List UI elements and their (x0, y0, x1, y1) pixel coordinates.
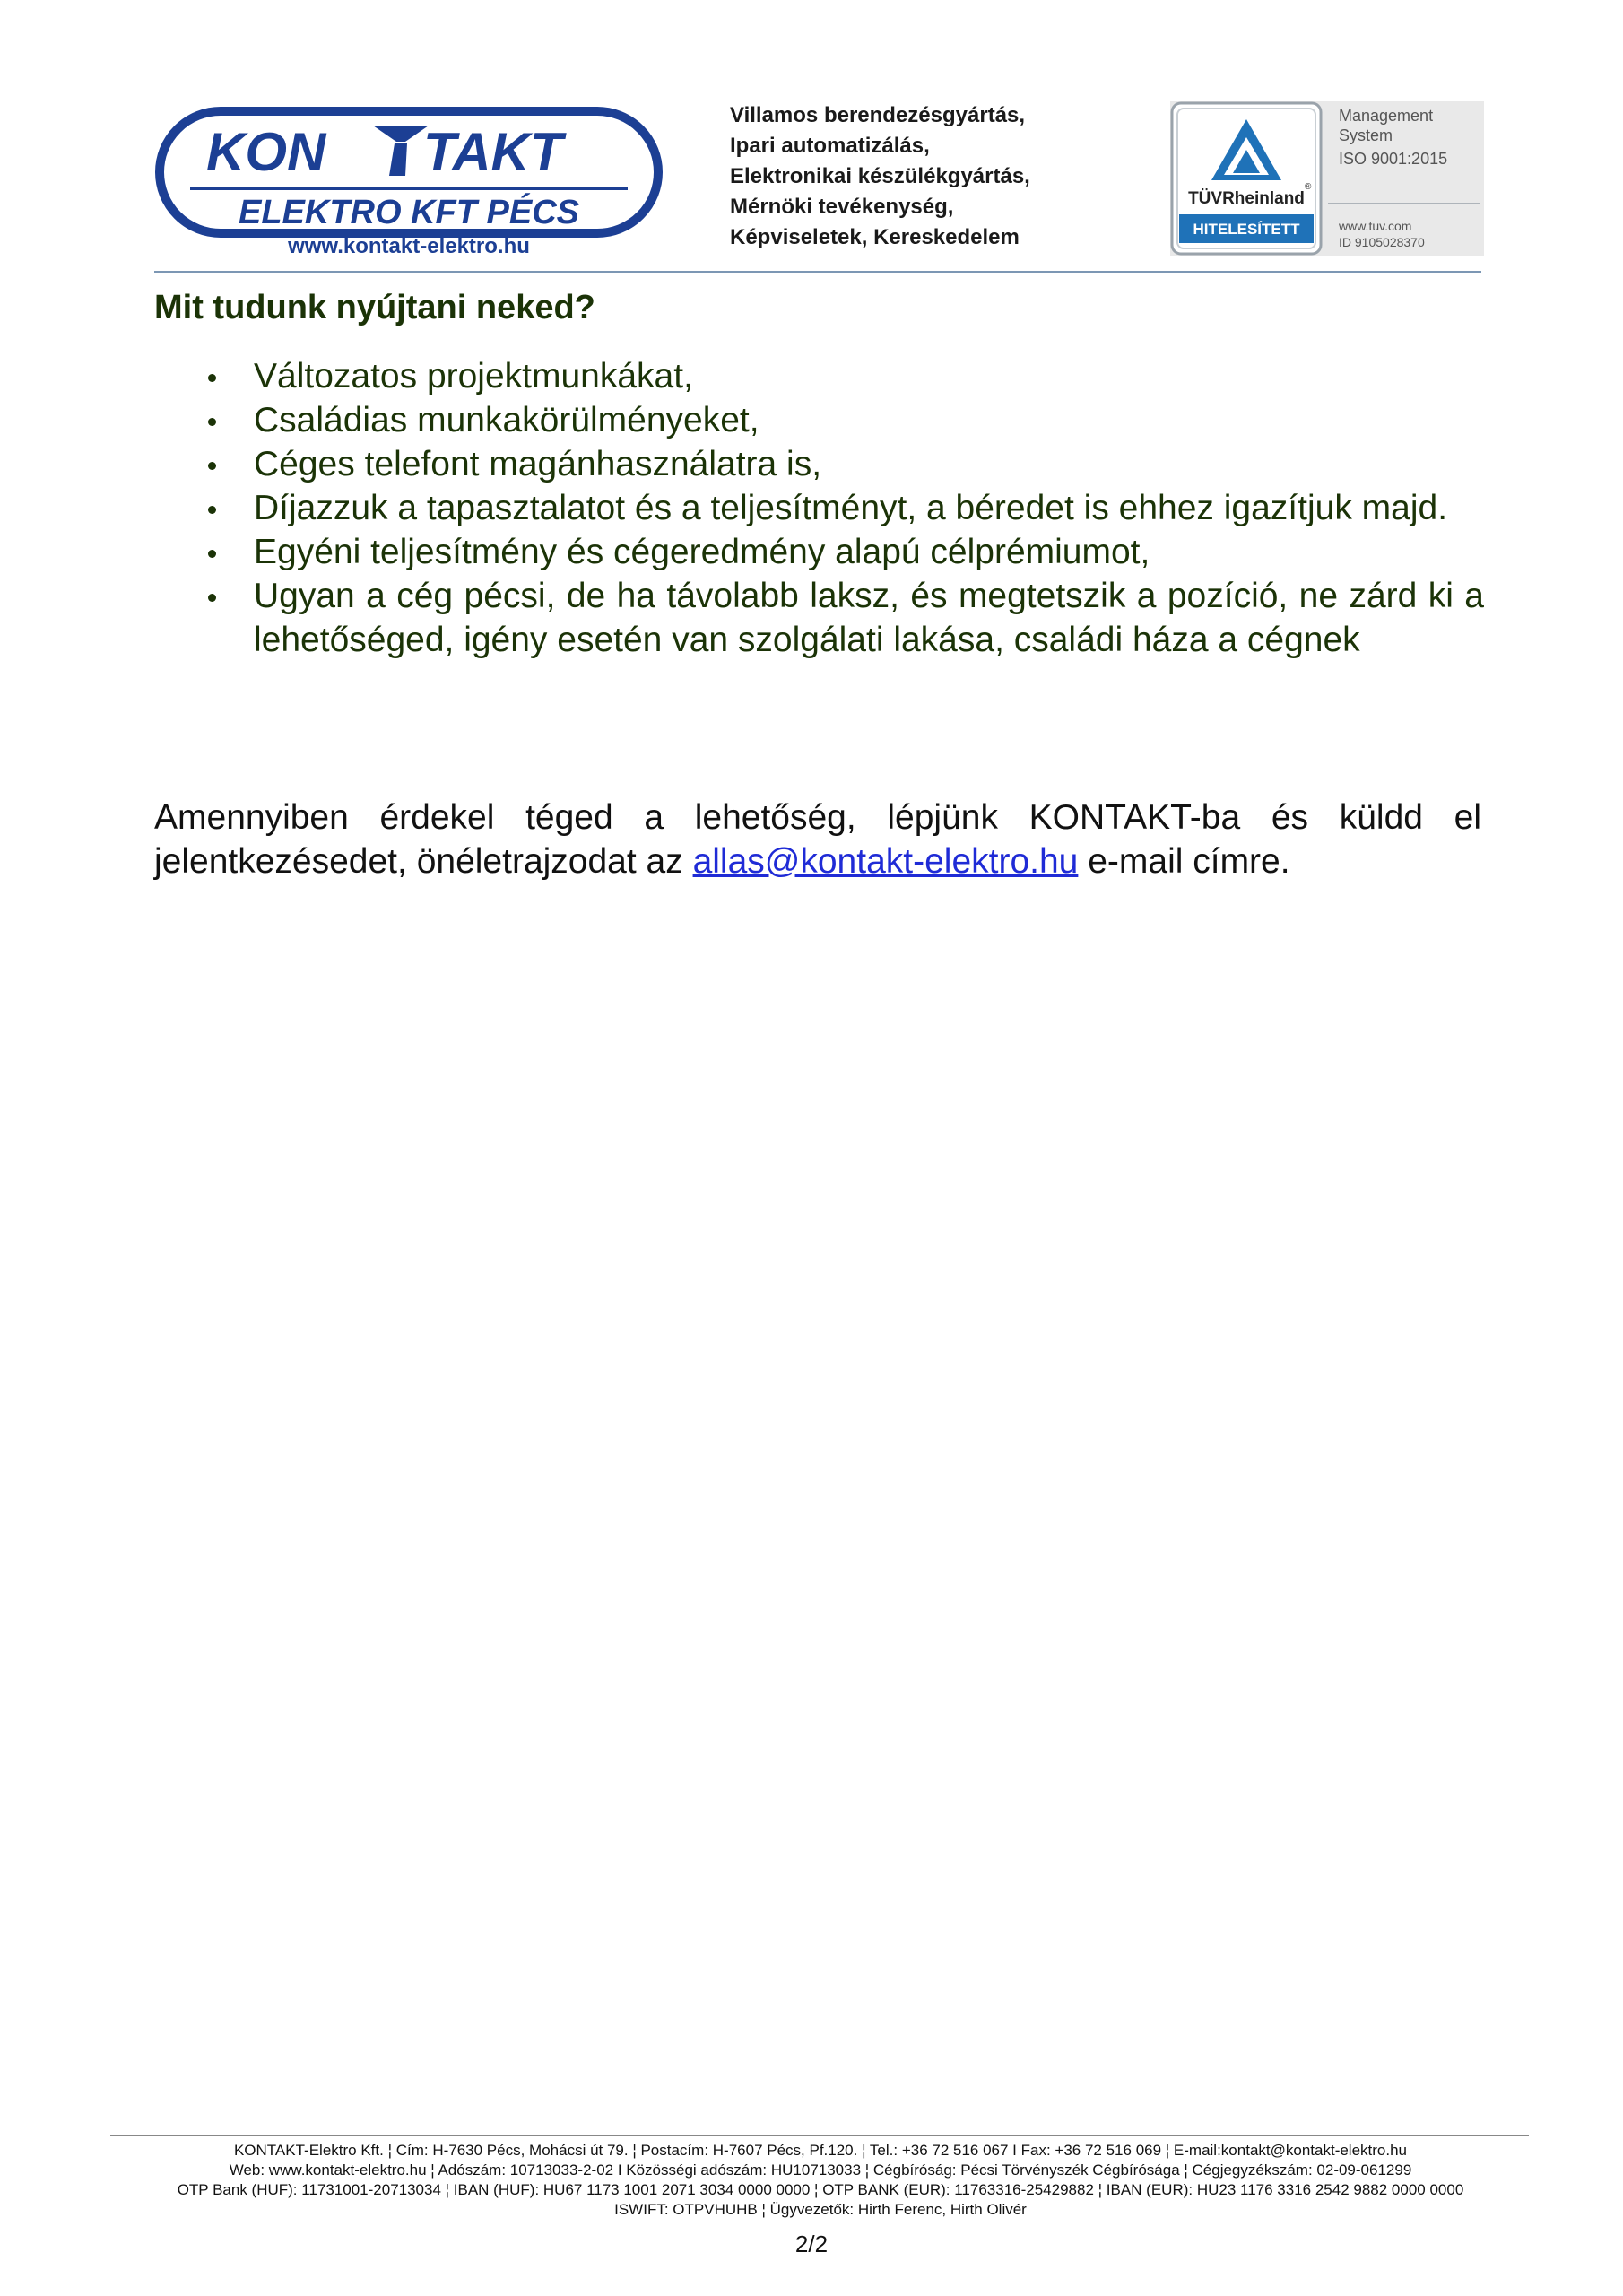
cert-web: www.tuv.com (1339, 219, 1412, 233)
footer-line: OTP Bank (HUF): 11731001-20713034 ¦ IBAN (HUF): HU67 1173 1001 2071 3034 0000 0000 ¦ OTP BANK (EUR): 11763316-25429882 ¦ IBAN (EUR): HU23 1176 3316 2542 9882 0000 0000 (177, 2181, 1464, 2198)
company-logo (154, 106, 664, 258)
contact-symbol-icon (373, 126, 429, 142)
footer-divider (110, 2135, 1529, 2136)
tuv-brand: TÜVRheinland (1188, 189, 1305, 208)
bullet-icon (208, 506, 216, 514)
footer-line: KONTAKT-Elektro Kft. ¦ Cím: H-7630 Pécs, Mohácsi út 79. ¦ Postacím: H-7607 Pécs, Pf.120. ¦ Tel.: +36 72 516 067 I Fax: +36 72 516 069 ¦ E-mail:kontakt@kontakt-elektro.hu (233, 2142, 1408, 2159)
list-item-text: Ugyan a cég pécsi, de ha távolabb laksz, és megtetszik a pozíció, ne zárd ki a lehetőséged, igény esetén van szolgálati lakása, családi háza a cégnek (254, 577, 1484, 659)
header-divider (154, 271, 1481, 273)
footer-line: Web: www.kontakt-elektro.hu ¦ Adószám: 10713033-2-02 I Közösségi adószám: HU10713033 ¦ Cégbíróság: Pécsi Törvényszék Cégbírósága ¦ Cégjegyzékszám: 02-09-061299 (229, 2161, 1412, 2179)
footer (108, 2141, 1533, 2220)
list-item (202, 574, 1484, 662)
list-item (202, 442, 1484, 486)
cert-id: ID 9105028370 (1339, 235, 1425, 249)
logo-url: www.kontakt-elektro.hu (288, 234, 530, 258)
bullet-icon (208, 594, 216, 602)
page-number: 2/2 (794, 2231, 829, 2257)
tuv-badge-label: HITELESÍTETT (1193, 221, 1300, 238)
closing-text-end: e-mail címre. (1078, 842, 1290, 881)
list-item-text: Családias munkakörülményeket, (254, 401, 759, 439)
section-heading: Mit tudunk nyújtani neked? (154, 289, 595, 326)
list-item (202, 398, 1484, 442)
list-item (202, 486, 1484, 530)
bullet-icon (208, 550, 216, 558)
closing-paragraph (154, 796, 1481, 883)
activity-item: Képviseletek, Kereskedelem (730, 225, 1020, 249)
cert-system-line1: Management (1339, 107, 1434, 125)
list-item-text: Változatos projektmunkákat, (254, 357, 693, 396)
activity-item: Mérnöki tevékenység, (730, 195, 954, 219)
list-item-text: Céges telefont magánhasználatra is, (254, 445, 822, 483)
svg-text:®: ® (1305, 182, 1312, 192)
closing-text: Amennyiben érdekel téged a lehetőség, lépjünk KONTAKT-ba és küldd el jelentkezésedet, önéletrajzodat az (154, 798, 1481, 881)
activity-item: Villamos berendezésgyártás, (730, 103, 1026, 127)
iso-certificate-badge (1170, 101, 1484, 256)
activity-item: Elektronikai készülékgyártás, (730, 164, 1030, 188)
footer-line: ISWIFT: OTPVHUHB ¦ Ügyvezetők: Hirth Ferenc, Hirth Olivér (614, 2201, 1027, 2218)
bullet-icon (208, 418, 216, 426)
cert-system-line2: System (1339, 126, 1393, 144)
list-item (202, 530, 1484, 574)
bullet-icon (208, 462, 216, 470)
benefits-list (202, 354, 1484, 662)
activity-item: Ipari automatizálás, (730, 134, 930, 158)
logo-text-kon: KON (206, 122, 326, 182)
list-item (202, 354, 1484, 398)
list-item-text: Egyéni teljesítmény és cégeredmény alapú célprémiumot, (254, 533, 1150, 571)
email-link[interactable]: allas@kontakt-elektro.hu (692, 842, 1079, 881)
cert-standard: ISO 9001:2015 (1339, 150, 1448, 168)
logo-text-subtitle: ELEKTRO KFT PÉCS (238, 194, 580, 231)
bullet-icon (208, 374, 216, 382)
list-item-text: Díjazzuk a tapasztalatot és a teljesítményt, a béredet is ehhez igazítjuk majd. (254, 489, 1448, 527)
company-activities (730, 100, 1124, 253)
logo-text-takt: TAKT (423, 122, 563, 182)
